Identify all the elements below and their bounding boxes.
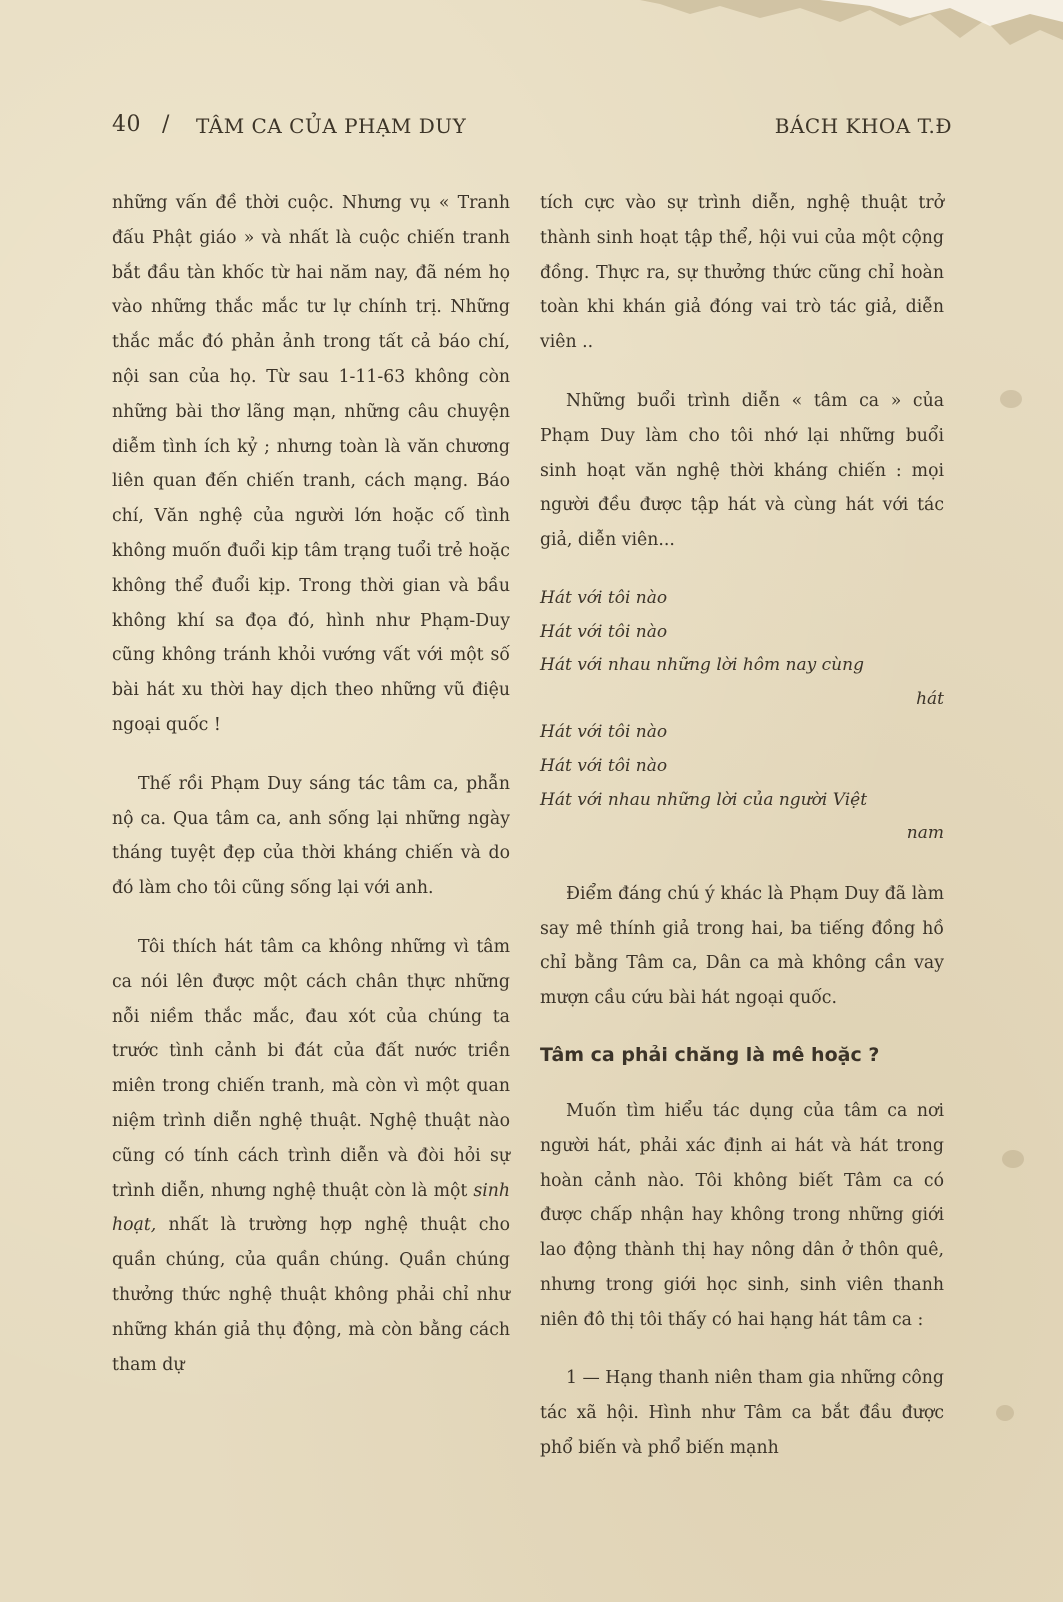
lyric-line-wrap: hát (916, 688, 944, 709)
right-column (540, 186, 944, 1490)
paragraph-text: Tôi thích hát tâm ca không những vì tâm ca nói lên được một cách chân thực những nỗi niềm thắc mắc, đau xót của chúng ta trước tình cảnh bi đát của đất nước triền miên trong chiến tranh, mà còn vì một quan niệm trình diễn nghệ thuật. Nghệ thuật nào cũng có tính cách trình diễn và đòi hỏi sự trình diễn, nhưng nghệ thuật còn là một (112, 936, 510, 1201)
paper-stain (1002, 1150, 1024, 1168)
paper-stain (996, 1405, 1014, 1421)
paragraph: Điểm đáng chú ý khác là Phạm Duy đã làm say mê thính giả trong hai, ba tiếng đồng hồ chỉ bằng Tâm ca, Dân ca mà không cần vay mượn cầu cứu bài hát ngoại quốc. (540, 883, 944, 1009)
paragraph: tích cực vào sự trình diễn, nghệ thuật trở thành sinh hoạt tập thể, hội vui của một cộng đồng. Thực ra, sự thưởng thức cũng chỉ hoàn toàn khi khán giả đóng vai trò tác giả, diễn viên .. (540, 193, 944, 353)
torn-top-edge (0, 0, 1063, 60)
page-header (112, 112, 952, 146)
lyric-line: Hát với tôi nào (540, 755, 668, 776)
running-title: TÂM CA CỦA PHẠM DUY (196, 114, 467, 138)
left-column (112, 186, 510, 1406)
song-lyrics (540, 582, 944, 851)
paragraph: Thế rồi Phạm Duy sáng tác tâm ca, phẫn nộ ca. Qua tâm ca, anh sống lại những ngày tháng tuyệt đẹp của thời kháng chiến và do đó làm cho tôi cũng sống lại với anh. (112, 773, 510, 899)
lyric-line: Hát với tôi nào (540, 587, 668, 608)
paper-stain (1000, 390, 1022, 408)
lyric-line: Hát với tôi nào (540, 621, 668, 642)
lyric-line-wrap: nam (906, 823, 944, 844)
lyric-line: Hát với nhau những lời của người Việt (540, 789, 868, 810)
lyric-line: Hát với nhau những lời hôm nay cùng (540, 655, 864, 676)
page-number: 40 (112, 112, 141, 137)
emphasized-text: sinh hoạt, (112, 1180, 511, 1236)
lyric-line: Hát với tôi nào (540, 722, 668, 743)
paragraph: những vấn đề thời cuộc. Nhưng vụ « Tranh đấu Phật giáo » và nhất là cuộc chiến tranh bắt đầu tàn khốc từ hai năm nay, đã ném họ vào những thắc mắc tư lự chính trị. Những thắc mắc đó phản ảnh trong tất cả báo chí, nội san của họ. Từ sau 1-11-63 không còn những bài thơ lãng mạn, những câu chuyện diễm tình ích kỷ ; nhưng toàn là văn chương liên quan đến chiến tranh, cách mạng. Báo chí, Văn nghệ của người lớn hoặc cố tình không muốn đuổi kịp tâm trạng tuổi trẻ hoặc không thể đuổi kịp. Trong thời gian và bầu không khí sa đọa đó, hình như Phạm-Duy cũng không tránh khỏi vướng vất với một số bài hát xu thời hay dịch theo những vũ điệu ngoại quốc ! (112, 193, 510, 735)
header-separator: / (162, 112, 170, 137)
paragraph: Những buổi trình diễn « tâm ca » của Phạm Duy làm cho tôi nhớ lại những buổi sinh hoạt văn nghệ thời kháng chiến : mọi người đều được tập hát và cùng hát với tác giả, diễn viên... (540, 390, 944, 551)
section-subheading: Tâm ca phải chăng là mê hoặc ? (540, 1043, 880, 1066)
paragraph: Muốn tìm hiểu tác dụng của tâm ca nơi người hát, phải xác định ai hát và hát trong hoàn cảnh nào. Tôi không biết Tâm ca có được chấp nhận hay không trong những giới lao động thành thị hay nông dân ở thôn quê, nhưng trong giới học sinh, sinh viên thanh niên đô thị tôi thấy có hai hạng hát tâm ca : (540, 1100, 944, 1330)
section-title: BÁCH KHOA T.Đ (774, 114, 952, 138)
paragraph: 1 — Hạng thanh niên tham gia những công tác xã hội. Hình như Tâm ca bắt đầu được phổ biến và phổ biến mạnh (540, 1368, 944, 1459)
paragraph-text: nhất là trường hợp nghệ thuật cho quần chúng, của quần chúng. Quần chúng thưởng thức nghệ thuật không phải chỉ như những khán giả thụ động, mà còn bằng cách tham dự (112, 1215, 511, 1375)
paragraph (112, 930, 510, 1382)
